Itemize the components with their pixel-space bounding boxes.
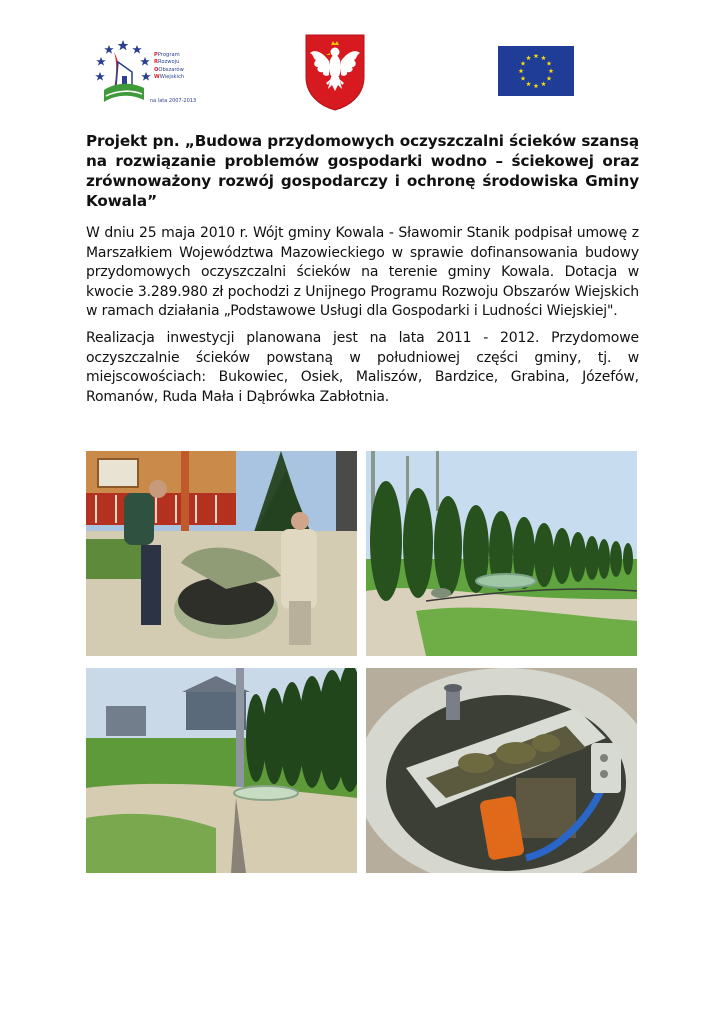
paragraph-agreement: W dniu 25 maja 2010 r. Wójt gminy Kowala - Sławomir Stanik podpisał umowę z Marszałkiem Województwa Mazowieckiego w sprawie dofinansowania budowy przydomowych oczyszczalni ścieków na terenie gminy Kowala. Dotacja w kwocie 3.289.980 zł pochodzi z Unijnego Programu Rozwoju Obszarów Wiejskich w ramach działania „Podstawowe Usługi dla Gospodarki i Ludności Wiejskiej". [86, 225, 639, 319]
mazowieckie-eagle-icon [304, 33, 366, 111]
photo-lawn-cover [86, 668, 357, 873]
prow-program-logo [92, 38, 220, 108]
photo-thuja-row [366, 451, 637, 656]
prow-emblem-icon [92, 38, 154, 108]
photo-tank-interior [366, 668, 637, 873]
prow-logo-text: PProgram RRozwoju OObszarów WWiejskich [154, 52, 185, 80]
eu-flag-icon [498, 46, 574, 96]
prow-logo-years: na lata 2007-2013 [150, 98, 197, 104]
page-title: Projekt pn. „Budowa przydomowych oczyszczalni ścieków szansą na rozwiązanie problemów gospodarki wodno – ściekowej oraz zrównoważony rozwój gospodarczy i ochronę środowiska Gminy Kowala” [86, 132, 639, 210]
paragraph-realization: Realizacja inwestycji planowana jest na lata 2011 - 2012. Przydomowe oczyszczalnie ścieków powstaną w południowej części gminy, tj. w miejscowościach: Bukowiec, Osiek, Maliszów, Bardzice, Grabina, Józefów, Romanów, Ruda Mała i Dąbrówka Zabłotnia. [86, 330, 639, 405]
photo-tank-inspection [86, 451, 357, 656]
